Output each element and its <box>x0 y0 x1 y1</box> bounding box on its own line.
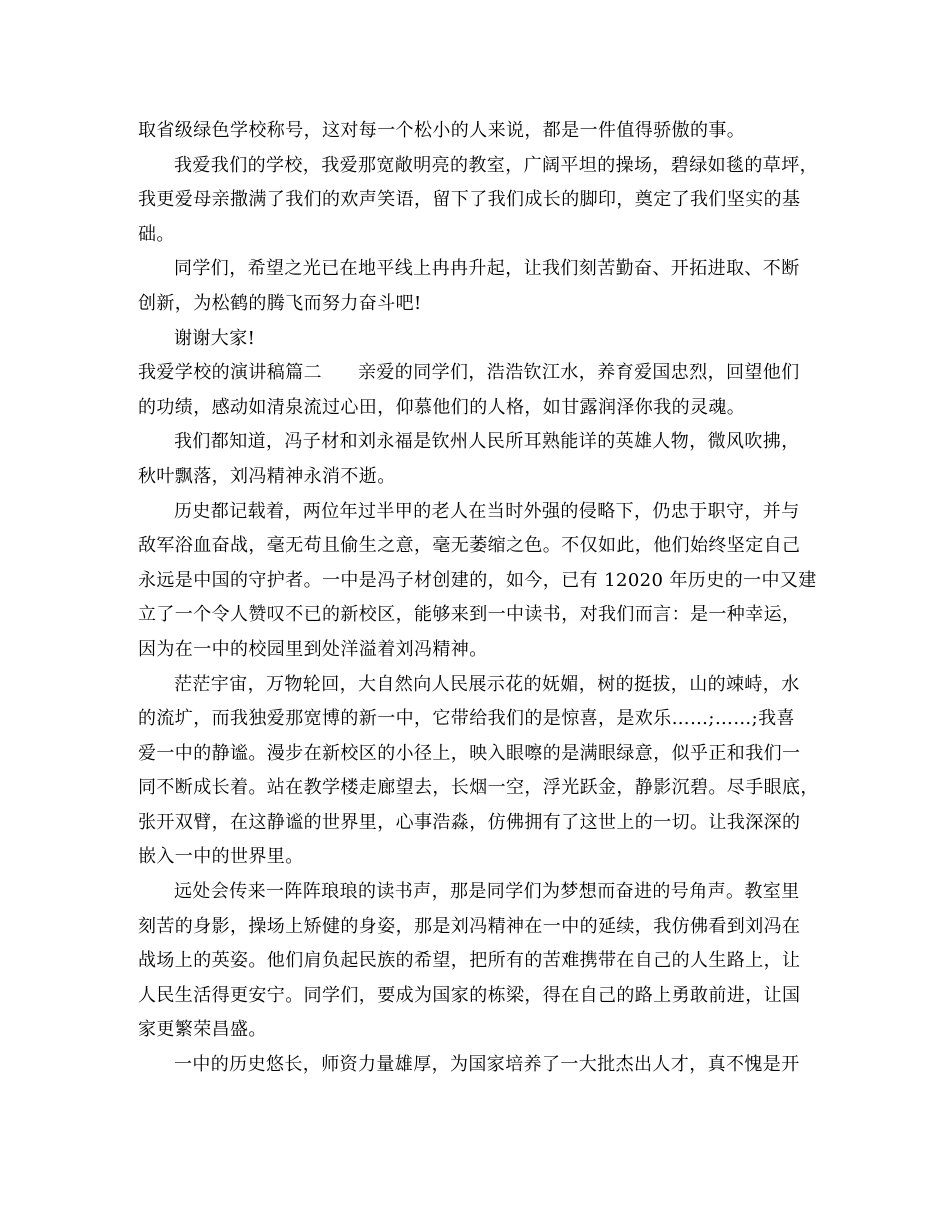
line-text: 我更爱母亲撒满了我们的欢声笑语，留下了我们成长的脚印，奠定了我们坚实的基 <box>138 189 801 211</box>
text-line <box>138 806 828 841</box>
text-line <box>138 529 828 564</box>
line-text: 取省级绿色学校称号，这对每一个松小的人来说，都是一件值得骄傲的事。 <box>138 120 746 141</box>
line-text: 同不断成长着。站在教学楼走廊望去，长烟一空，浮光跃金，静影沉碧。尽手眼底， <box>138 777 819 799</box>
text-line <box>138 944 828 979</box>
line-text: 秋叶飘落，刘冯精神永消不逝。 <box>138 465 396 487</box>
text-line <box>138 668 828 703</box>
text-line <box>138 149 828 184</box>
line-text: 远处会传来一阵阵琅琅的读书声，那是同学们为梦想而奋进的号角声。教室里 <box>174 881 800 903</box>
text-line <box>138 391 828 426</box>
text-line <box>138 633 828 668</box>
line-text: 一中的历史悠长，师资力量雄厚，为国家培养了一大批杰出人才，真不愧是开 <box>174 1054 800 1076</box>
text-line <box>138 460 828 495</box>
line-text: 亲爱的同学们，浩浩钦江水，养育爱国忠烈，回望他们 <box>358 362 800 384</box>
text-line <box>138 114 828 149</box>
section-heading-line <box>138 356 828 391</box>
line-text: 创新，为松鹤的腾飞而努力奋斗吧! <box>138 292 422 314</box>
text-line <box>138 1048 828 1083</box>
text-line <box>138 322 828 357</box>
text-line <box>138 1013 828 1048</box>
text-line <box>138 183 828 218</box>
line-text: 谢谢大家! <box>174 327 256 349</box>
text-line <box>138 495 828 530</box>
text-line <box>138 910 828 945</box>
text-line <box>138 598 828 633</box>
line-text: 嵌入一中的世界里。 <box>138 846 304 868</box>
text-line <box>138 771 828 806</box>
text-line <box>138 425 828 460</box>
line-text: 刻苦的身影，操场上矫健的身姿，那是刘冯精神在一中的延续，我仿佛看到刘冯在 <box>138 915 801 937</box>
line-text: 我爱我们的学校，我爱那宽敞明亮的教室，广阔平坦的操场，碧绿如毯的草坪， <box>174 154 818 176</box>
line-text: 立了一个令人赞叹不已的新校区，能够来到一中读书，对我们而言：是一种幸运， <box>138 604 801 626</box>
line-text: 敌军浴血奋战，毫无苟且偷生之意，毫无萎缩之色。不仅如此，他们始终坚定自己 <box>138 535 801 557</box>
text-line <box>138 287 828 322</box>
line-text: 爱一中的静谧。漫步在新校区的小径上，映入眼嚓的是满眼绿意，似乎正和我们一 <box>138 742 801 764</box>
text-line <box>138 979 828 1014</box>
text-line <box>138 875 828 910</box>
line-text: 因为在一中的校园里到处洋溢着刘冯精神。 <box>138 638 488 660</box>
line-text: 家更繁荣昌盛。 <box>138 1019 267 1041</box>
line-text: 张开双臂，在这静谧的世界里，心事浩淼，仿佛拥有了这世上的一切。让我深深的 <box>138 811 801 833</box>
line-text: 茫茫宇宙，万物轮回，大自然向人民展示花的妩媚，树的挺拔，山的竦峙，水 <box>174 673 800 695</box>
line-text: 同学们，希望之光已在地平线上冉冉升起，让我们刻苦勤奋、开拓进取、不断 <box>174 258 800 280</box>
text-line <box>138 840 828 875</box>
line-text: 我们都知道，冯子材和刘永福是钦州人民所耳熟能详的英雄人物，微风吹拂， <box>174 431 800 453</box>
text-line <box>138 737 828 772</box>
line-text: 永远是中国的守护者。一中是冯子材创建的，如今，已有 12020 年历史的一中又建 <box>138 569 817 591</box>
document-body <box>138 114 828 1083</box>
line-text: 历史都记载着，两位年过半甲的老人在当时外强的侵略下，仍忠于职守，并与 <box>174 500 800 522</box>
line-text: 础。 <box>138 223 175 245</box>
section-heading: 我爱学校的演讲稿篇二 <box>138 362 322 384</box>
text-line <box>138 252 828 287</box>
line-text: 的流圹，而我独爱那宽博的新一中，它带给我们的是惊喜，是欢乐……;……;我喜 <box>138 708 795 730</box>
text-line <box>138 702 828 737</box>
text-line <box>138 218 828 253</box>
line-text: 的功绩，感动如清泉流过心田，仰慕他们的人格，如甘露润泽你我的灵魂。 <box>138 396 746 418</box>
text-line <box>138 564 828 599</box>
line-text: 人民生活得更安宁。同学们，要成为国家的栋梁，得在自己的路上勇敢前进，让国 <box>138 984 801 1006</box>
line-text: 战场上的英姿。他们肩负起民族的希望，把所有的苦难携带在自己的人生路上，让 <box>138 950 801 972</box>
